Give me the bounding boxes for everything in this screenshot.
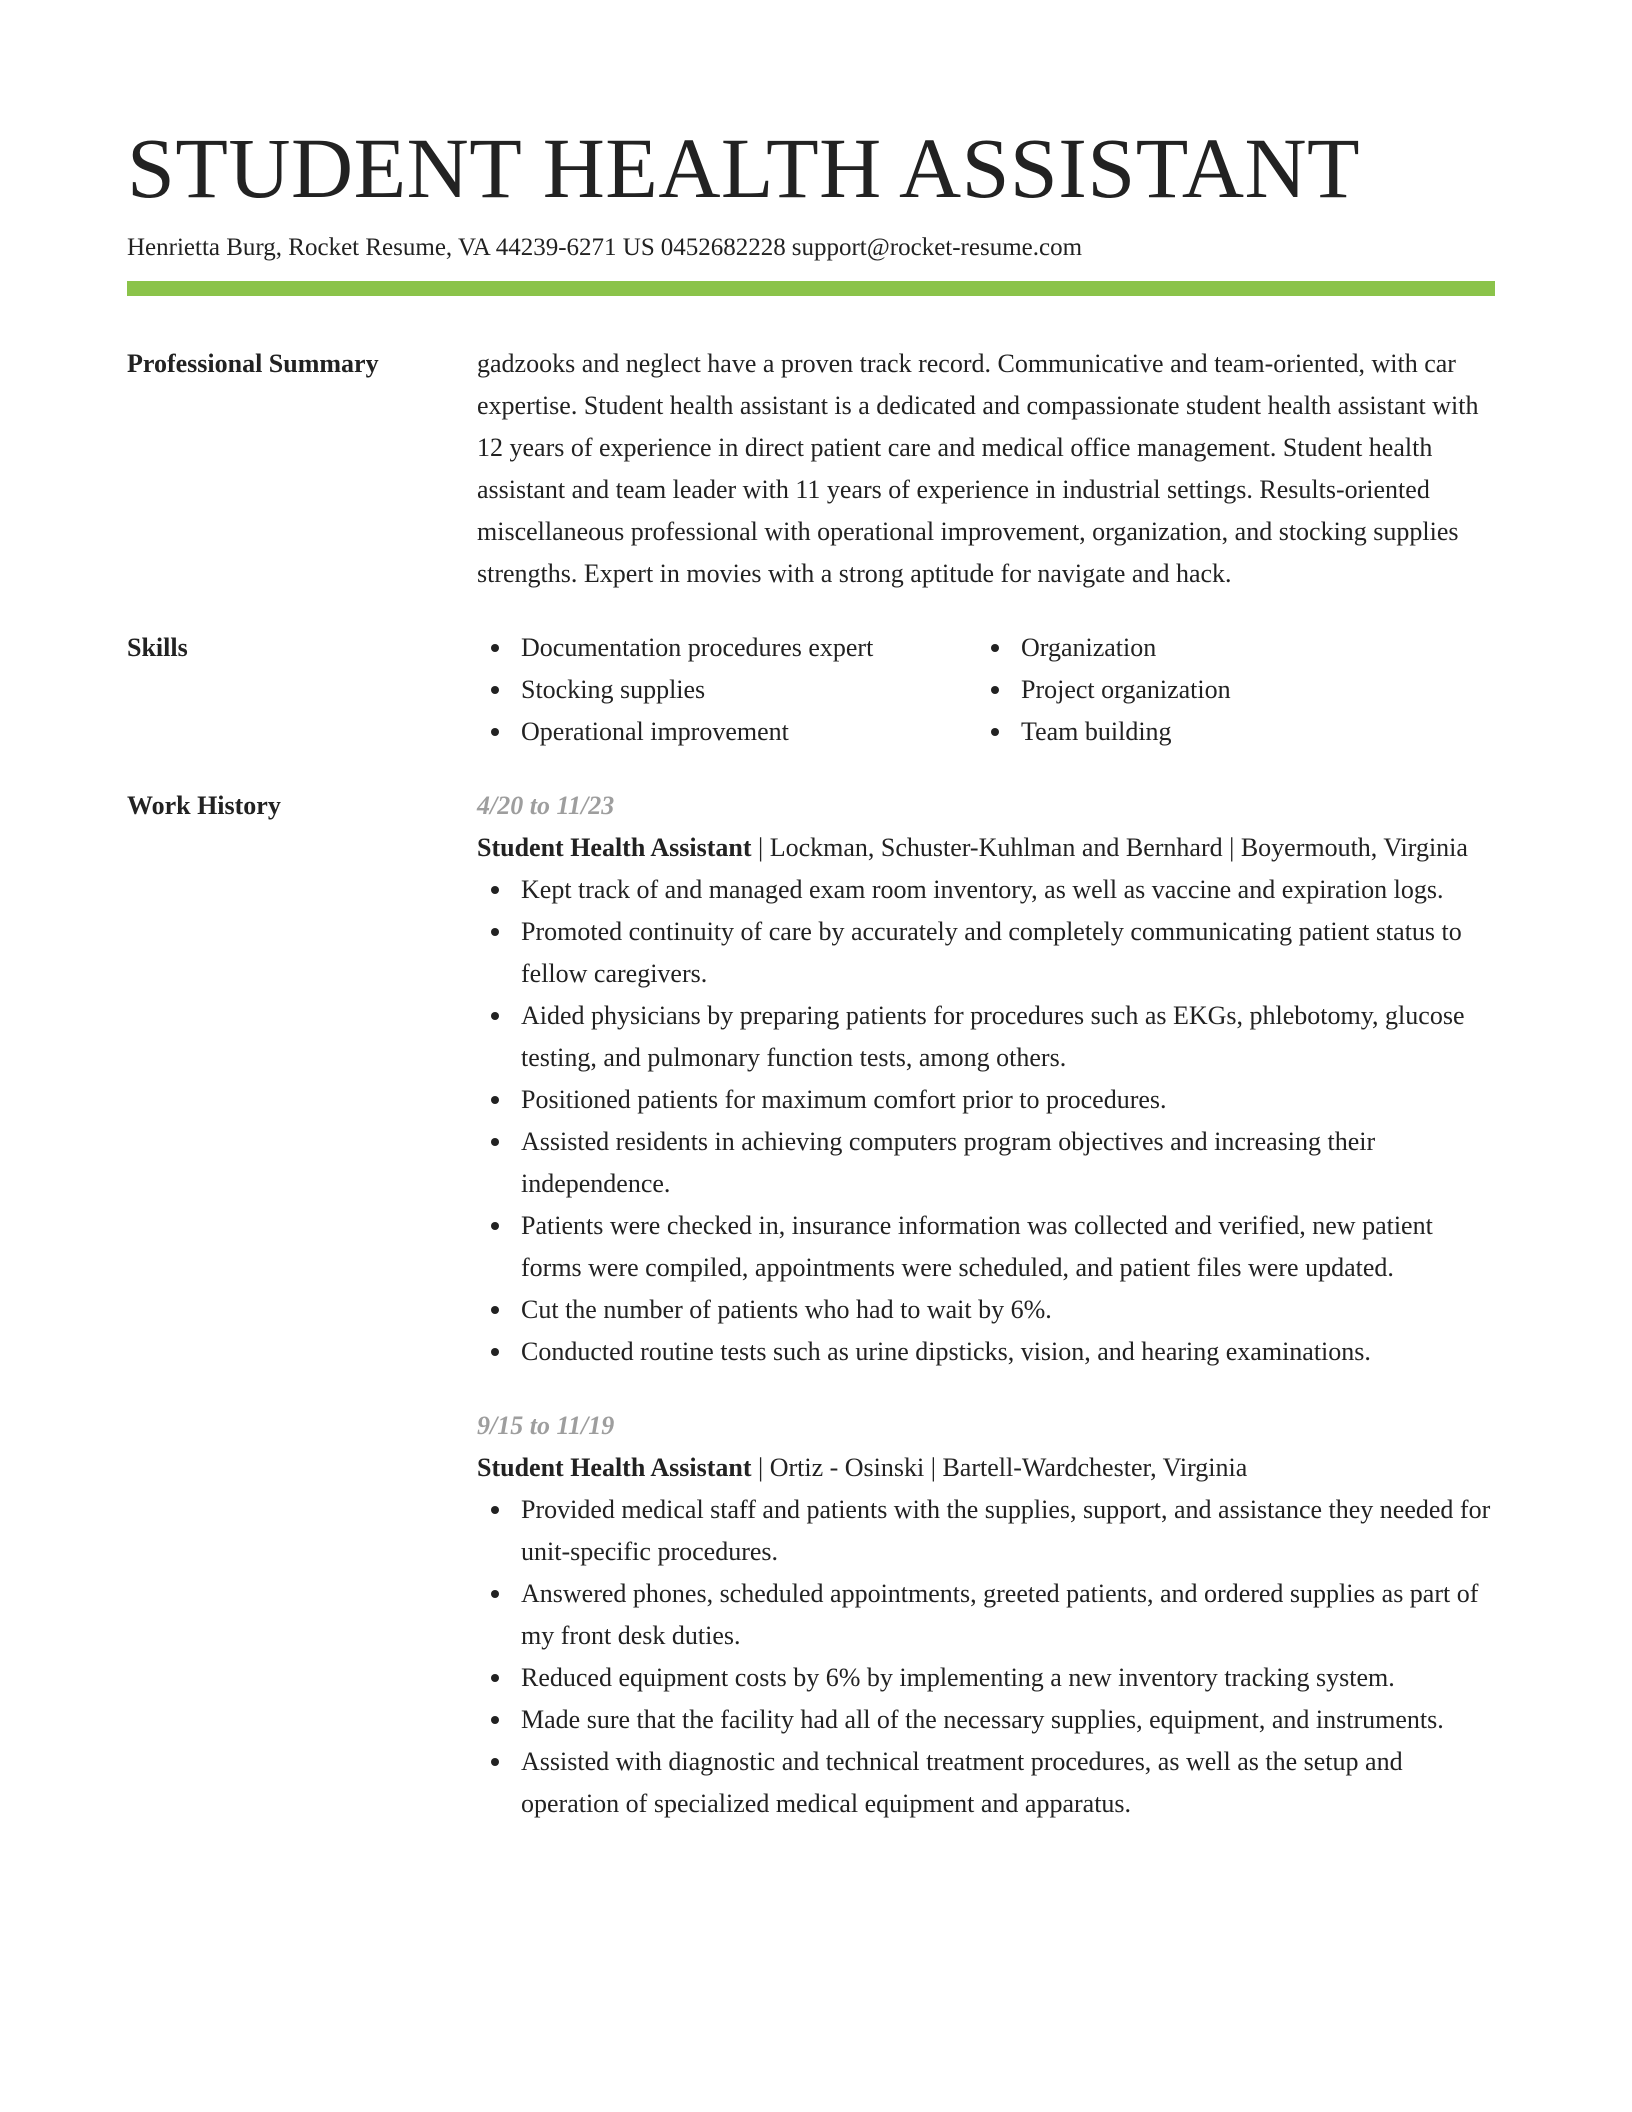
contact-phone: 0452682228 — [660, 234, 786, 261]
skills-body — [477, 627, 1495, 753]
job-title: Student Health Assistant — [477, 833, 752, 862]
job-bullet: Conducted routine tests such as urine dipsticks, vision, and hearing examinations. — [477, 1331, 1495, 1373]
job-bullet: Answered phones, scheduled appointments, greeted patients, and ordered supplies as part of my front desk duties. — [477, 1573, 1495, 1657]
summary-heading: Professional Summary — [127, 349, 379, 378]
job-dates: 4/20 to 11/23 — [477, 791, 615, 820]
job-entry — [477, 785, 1495, 1373]
contact-name-address: Henrietta Burg, Rocket Resume, VA 44239-6271 US — [127, 234, 655, 261]
job-heading — [477, 827, 1495, 869]
job-bullet: Made sure that the facility had all of the necessary supplies, equipment, and instruments. — [477, 1699, 1495, 1741]
job-bullet: Reduced equipment costs by 6% by implementing a new inventory tracking system. — [477, 1657, 1495, 1699]
work-history-heading: Work History — [127, 791, 281, 820]
job-bullet: Assisted residents in achieving computers program objectives and increasing their independence. — [477, 1121, 1495, 1205]
skill-item: Organization — [977, 627, 1231, 669]
job-employer-location: | Ortiz - Osinski | Bartell-Wardchester, Virginia — [751, 1453, 1248, 1482]
job-title: Student Health Assistant — [477, 1453, 752, 1482]
job-bullet-list — [477, 1489, 1495, 1825]
job-bullet: Aided physicians by preparing patients for procedures such as EKGs, phlebotomy, glucose testing, and pulmonary function tests, among others. — [477, 995, 1495, 1079]
resume-page — [127, 118, 1495, 1825]
summary-section — [127, 343, 1495, 595]
summary-text: gadzooks and neglect have a proven track record. Communicative and team-oriented, with car expertise. Student health assistant is a dedicated and compassionate student health assistant with 12 years of experience in direct patient care and medical office management. Student health assistant and team leader with 11 years of experience in industrial settings. Results-oriented miscellaneous professional with operational improvement, organization, and stocking supplies strengths. Expert in movies with a strong aptitude for navigate and hack. — [477, 349, 1479, 588]
job-bullet-list — [477, 869, 1495, 1373]
skills-heading: Skills — [127, 633, 188, 662]
skills-column-right — [977, 627, 1231, 753]
skill-item: Project organization — [977, 669, 1231, 711]
job-bullet: Provided medical staff and patients with the supplies, support, and assistance they needed for unit-specific procedures. — [477, 1489, 1495, 1573]
skill-item: Operational improvement — [477, 711, 977, 753]
skills-section — [127, 627, 1495, 753]
header-divider — [127, 281, 1495, 296]
job-bullet: Positioned patients for maximum comfort prior to procedures. — [477, 1079, 1495, 1121]
job-bullet: Promoted continuity of care by accurately and completely communicating patient status to fellow caregivers. — [477, 911, 1495, 995]
job-employer-location: | Lockman, Schuster-Kuhlman and Bernhard | Boyermouth, Virginia — [751, 833, 1468, 862]
skill-item: Team building — [977, 711, 1231, 753]
resume-title: STUDENT HEALTH ASSISTANT — [127, 120, 1361, 216]
job-bullet: Patients were checked in, insurance information was collected and verified, new patient forms were compiled, appointments were scheduled, and patient files were updated. — [477, 1205, 1495, 1289]
job-dates: 9/15 to 11/19 — [477, 1411, 615, 1440]
contact-line — [127, 230, 1495, 266]
skill-item: Documentation procedures expert — [477, 627, 977, 669]
job-bullet: Kept track of and managed exam room inventory, as well as vaccine and expiration logs. — [477, 869, 1495, 911]
skill-item: Stocking supplies — [477, 669, 977, 711]
job-heading — [477, 1447, 1495, 1489]
work-history-body — [477, 785, 1495, 1825]
job-bullet: Cut the number of patients who had to wait by 6%. — [477, 1289, 1495, 1331]
job-bullet: Assisted with diagnostic and technical treatment procedures, as well as the setup and operation of specialized medical equipment and apparatus. — [477, 1741, 1495, 1825]
work-history-section — [127, 785, 1495, 1825]
skills-grid — [477, 627, 1495, 753]
contact-email: support@rocket-resume.com — [791, 234, 1083, 261]
skills-column-left — [477, 627, 977, 753]
job-entry — [477, 1405, 1495, 1825]
